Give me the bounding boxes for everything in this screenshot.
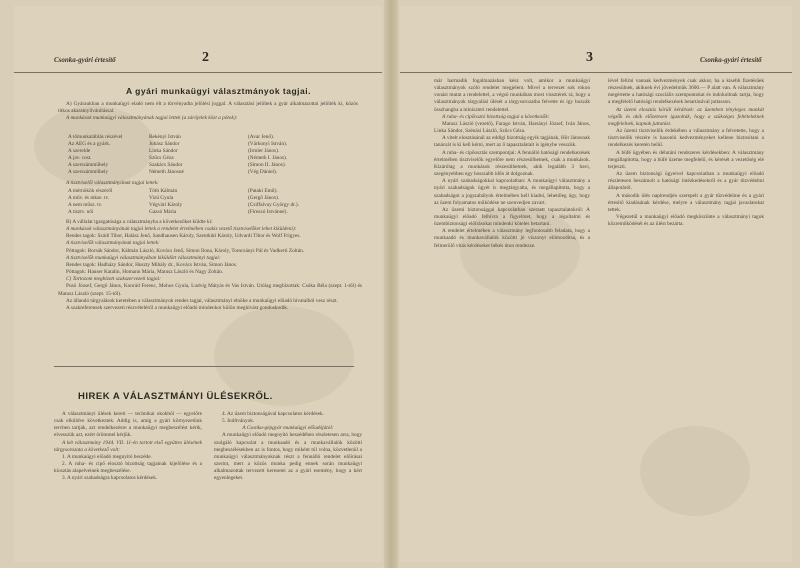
paragraph: Matusz László (vezető), Farago István, Harsányi József, Iván János, Linka Sándor, Szénási László, Szűcs Géza. (434, 120, 590, 135)
intro-text (58, 101, 358, 122)
clerks-paragraph: A tisztviselői választmányának tagjai lettek: (66, 180, 159, 186)
paragraph: Az üzem biztonsági ügyeivel kapcsolatban a munkaügyi előadó részletesen beszámolt a hatósági intézkedésekről és a gyár tűzvédelmi állapotáról. (608, 171, 764, 192)
body-text (58, 219, 362, 312)
column-a (434, 78, 590, 250)
column-b (608, 78, 764, 228)
roster-row (68, 148, 290, 155)
roster-unit: A szerszámműhely (68, 162, 109, 168)
paragraph: A nyári szabadságokkal kapcsolatban: A munkaügyi választmány a nyári szabadságok ügyét is megtárgyalta, és megállapította, hogy a szabadságot a jogszabályok értelmében kell kiadni, lehetőleg úgy, hogy az üzem folyamatos működése ne szenvedjen zavart. (434, 178, 590, 206)
paragraph: A választmányi ülések kereti — technikai okokból — egyelőre csak elküldve következtek. Addig is, amíg a gyári környezetünk tervben tartják, azt rendelkezésre a munkaügyi megbeszélést kérik, elvesszük azt, ezért örömmel kérjük. (54, 411, 202, 439)
paragraph: Pusó József, Gergő János, Konrád Ferenc, Mohos Gyula, Ludvig Mátyás és Vas István. Utólag megbízottak: Csóka Béla (szept. 1-től) és Matusz László (szept. 15-től). (58, 283, 362, 297)
page-fold (384, 0, 398, 568)
roster-substitute: (Pataki Emil). (248, 188, 278, 194)
roster-substitute: (Irmler János). (248, 148, 280, 154)
paragraph: A Csonka-gépgyár munkaügyi előadójától: (242, 425, 334, 432)
clerks-roster (68, 188, 302, 216)
intro-paragraph: A) Gyáraukban a munkaügyi eladó nem élt a törvényadta jelölési joggal. A választási jelöltek a gyár alkalmazottai jelölték ki, közös titkos akaratnyilvánítással. (58, 101, 358, 115)
roster-substitute: (Avar Jenő). (248, 134, 275, 140)
paragraph: A rendelet értelmében a választmány legfontosabb feladata, hogy a munkaadó és munkavállalók közötti jó viszonyt előmozdítsa, és a felmerülő vitás kérdéseket békés úton rendezze. (434, 228, 590, 249)
roster-substitute: (Várkonyi István). (248, 141, 288, 147)
roster-row (68, 188, 302, 195)
roster-member: Szűcs Géza (149, 155, 174, 161)
roster-unit: A mérnökök részéről (68, 188, 113, 194)
paragraph: Póttagok: Borsák Sándor, Kálmán László, Kovács Jenő, Simon Ilona, Károly, Tomcsányi Pál és Vadkerti Zoltán. (66, 247, 305, 254)
roster-substitute: (Vég Dániel). (248, 169, 278, 175)
paragraph: A második ülés napirendjén szerepelt a gyár tűzvédelme és a gyári értesítő kiadásának kérdése, melyre a választmány tagjai javaslatokat tettek. (608, 192, 764, 213)
page-header (400, 46, 792, 73)
roster-row (68, 134, 290, 141)
news-column-a (54, 411, 202, 483)
roster-substitute: (Fireszó Istvánné). (248, 209, 288, 215)
intro-paragraph-2: A munkások munkaügyi választmányának tagjai lettek (a zárójelek közt a pótok): (66, 115, 238, 122)
paragraph: A ruha- és cipőosztó bizottság tagjai a következők: (442, 113, 550, 120)
paragraph: Az üzemi tisztviselők érdekében a választmány a felvetette, hogy a tisztviselők részére is hasonló kedvezményeket kellene biztosítani a rendelkezés keretén belül. (608, 128, 764, 149)
header-title: Csonka-gyári értesítő (54, 56, 116, 64)
page-number: 2 (202, 50, 209, 65)
roster-unit: Az AEG és a gyárk. (68, 141, 111, 147)
roster-substitute: (Németh I. János). (248, 155, 288, 161)
roster-body (68, 188, 302, 216)
paragraph: A munkások választmányának tagjai lettek a rendelet értelmében csakis vezető tisztviselőket lehet kiküldeni): (66, 226, 297, 233)
roster-row (68, 162, 290, 169)
paragraph: 1. A munkaügyi előadó megnyitó beszéde. (62, 453, 152, 460)
section-divider (54, 366, 354, 367)
paragraph: Az állandó tárgyalások keretében a választmányok rendes tagjai, választmányi elnöke a munkaügyi előadó hivatalból vesz részt. (66, 297, 338, 304)
paragraph: B) A vállalat igazgatósága a választmányba a következőket küldte ki: (66, 219, 213, 225)
paragraph: A vitelt elosztásánál az eddigi bizottság egyik tagjának, Hör Jánosnak tanácsát is ki kell kérni, mert az ő tapasztalatait is igénybe vesszük. (434, 135, 590, 149)
roster-row (68, 195, 302, 202)
roster-member: Juhász Sándor (149, 141, 180, 147)
paragraph: 5. Indítványok. (222, 418, 255, 425)
section-heading: A gyári munkaügyi választmányok tagjai. (126, 86, 311, 96)
paragraph: C) Tartozom megbízott szakszervezeti tagjai: (66, 276, 161, 283)
roster-member: Linka Sándor (149, 148, 178, 154)
paragraph: már harmadik fogalmazásban kész volt, amikor a munkaügyi választmányok szóló rendelet megjelent. Mivel a tervezet sok rokon vonást mutat a rendelettel, a végső munkában most vissztérek rá, hogy a választmányok tárgyalási ülését a tárgysorozatba felvette és így hozzák összhangba a miniszteri rendelettel. (434, 78, 590, 113)
paragraph: A tisztviselők munkaügyi választmányában kiküldött választmányi tagjai: (66, 254, 221, 261)
roster-member: Szakács Sándor (149, 162, 183, 168)
roster-row (68, 141, 290, 148)
roster-unit: A szerszámműhely (68, 169, 109, 175)
roster-substitute: (Csiffalvay György dr.). (248, 202, 300, 208)
paragraph: Az üzemi elosztás körüli kérdések: az üzemben tényleges munkát végzők és akik előzetesen igazolták, hogy a szükséges feltételeknek megfelelnek, kapnak juttatást. (608, 106, 764, 127)
paragraph: 4. Az üzem biztonságával kapcsolatos kérdések. (222, 411, 324, 417)
page-right (400, 6, 792, 562)
paragraph: Az üzemi biztonsággal kapcsolatban szerzett tapasztalatokról: A munkaügyi előadó felhívta a figyelmet, hogy a légoltalmi és üzembiztonsági előírásokat mindenki köteles betartani. (434, 206, 590, 228)
clerks-intro (58, 180, 358, 187)
roster-unit: A műv. és mkse. tv. (68, 195, 110, 201)
roster-member: Németh Jánosné (149, 169, 184, 175)
roster-member: Végvári Károly (149, 202, 183, 208)
roster-member: Bekényi István (149, 134, 181, 140)
paragraph: Póttagok: Hauser Katalin, Homann Mária, Matusz László és Nagy Zoltán. (66, 269, 224, 276)
paragraph: A ruha- és cipőosztás szempontjai: A fennálló hatósági rendelkezések értelmében tisztviselők egyelőre nem részesülhetnek, csak a munkások. Kizárólag a munkások részesülhetnek, akik legalább 3 havi, szegényebben egy hosszabb időn át dolgoznak. (434, 149, 590, 178)
workers-roster (68, 134, 290, 176)
paragraph: 2. A ruha- és cipő elosztó bizottság tagjainak kijelölése és a kiosztás alapelveinek megbeszélése. (54, 461, 202, 475)
roster-member: Vizü Gyula (149, 195, 174, 201)
header-title: Csonka-gyári értesítő (700, 56, 762, 64)
paragraph: A szakreferensek szervezeti részvételéről a munkaügyi előadó mindenkor külön meghívást gondoskodik. (66, 304, 289, 311)
paragraph: lével felírni vannak kedvezmények csak akkor, ha a kisebb fizetésűek részesülnek, akiknek évi jövedelmük 3600.— P alatt van. A választmány megértette a hatósági szociális szempontokat és indokoltnak tartja, hogy a megfelelő hatósági rendelkezések betartásával juttasson. (608, 78, 764, 106)
paragraph: A munkaügyi előadó megnyitó beszédében részletesen arra, hogy szolgáló kapcsolat a munkaadó és a munkavállalók közötti megbeszélésekben az is fontos, hogy miként tól volna, közvetlenül a munkaügyi választmányoknak részt a fennálló rendelet előírásai szerint, mert a közös munka pedig ennek során munkaügyi alkalmazottak tervezett keresetei az a gyári esemény, hogy a kért egyenlegeket. (214, 432, 362, 482)
paragraph: Végezetül a munkaügyi előadó megköszönte a választmányi tagok közreműködését és az ülést bezárta. (608, 213, 764, 228)
paragraph: A tisztviselők választmányának tagjai lettek: (66, 240, 160, 247)
paragraph: Rendes tagok: Hadházy Sándor, Huszty Mihály dr., Kovács István, Simon János. (66, 261, 238, 268)
news-column-b (214, 411, 362, 483)
roster-unit: A jav. cost. (68, 155, 92, 161)
page-number: 3 (586, 50, 593, 65)
roster-member: Gazsó Mária (149, 209, 177, 215)
roster-substitute: (Gergő János). (248, 195, 280, 201)
roster-row (68, 169, 290, 176)
roster-substitute: (Simon II. János). (248, 162, 286, 168)
roster-unit: A tisztv. női (68, 209, 94, 215)
roster-unit: A tőmunkatáblás részével (68, 134, 123, 140)
paper-stain (640, 426, 750, 516)
roster-row (68, 202, 302, 209)
roster-unit: A nem műsz. tv. (68, 202, 103, 208)
roster-row (68, 155, 290, 162)
page-left (14, 6, 382, 562)
paragraph: A két választmány 1944. VII. 11-én tartott első együttes ülésének tárgysorozata a következő volt: (54, 439, 202, 453)
paragraph: Rendes tagok: Szádi Tibor, Halász Jenő, Sandhausen Károly, Szentkúti Károly, Udvardi Tibor és Wolf Frigyes. (66, 233, 301, 240)
roster-member: Tóth Kálmán (149, 188, 178, 194)
roster-row (68, 209, 302, 216)
paragraph: A büfé ügyében és délutáni rendszeres kérdésekben: A választmány megállapította, hogy a büfé üzeme megfelelő, és kérését a vezetőség elé terjeszti. (608, 149, 764, 170)
news-heading: HIREK A VÁLASZTMÁNYI ÜLÉSEKRŐL. (78, 391, 273, 402)
paragraph: 3. A nyári szabadságra kapcsolatos kérdések. (62, 475, 158, 482)
roster-body (68, 134, 290, 176)
roster-unit: A szerelde (68, 148, 91, 154)
page-header (14, 46, 382, 73)
